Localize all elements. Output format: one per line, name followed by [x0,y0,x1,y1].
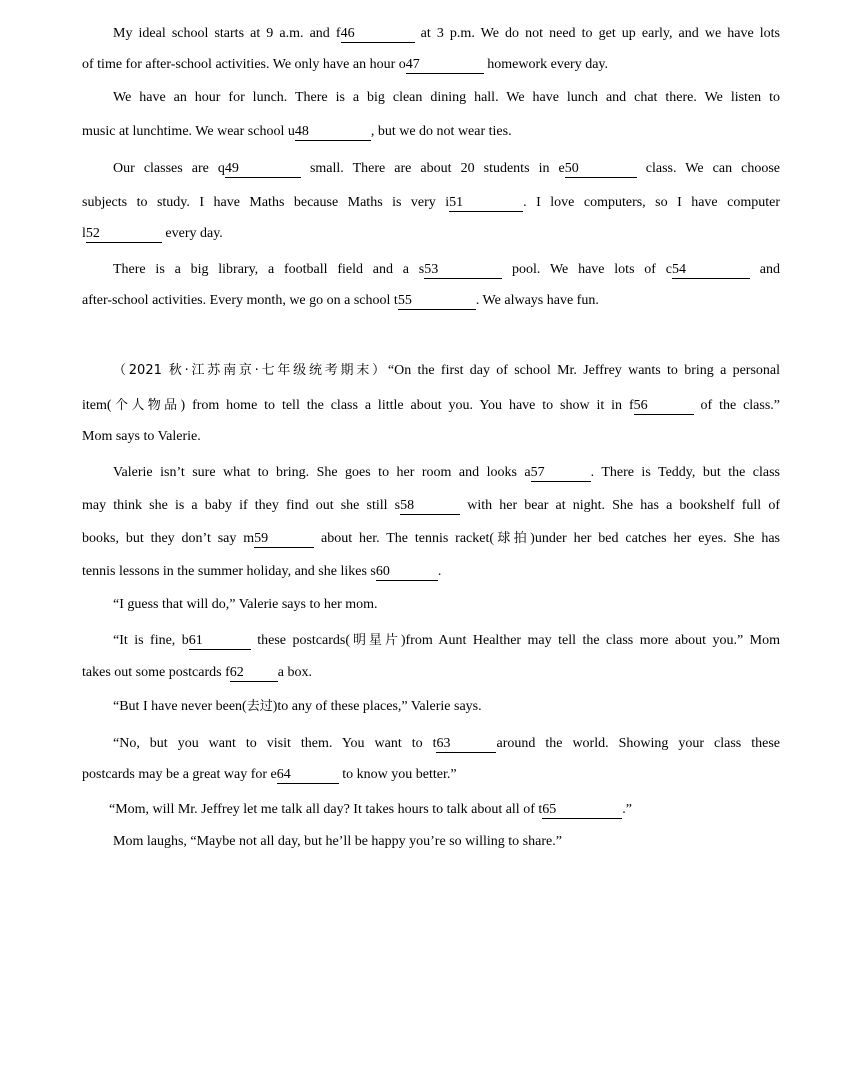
passage2-para3-line1: “I guess that will do,” Valerie says to her mom. [113,597,378,612]
passage2-para2-line1: Valerie isn’t sure what to bring. She goes to her room and looks a57 . There is Teddy, but the class [113,465,780,480]
blank-48[interactable]: 48 [295,123,371,141]
passage2-para2-line3: books, but they don’t say m59 about her. The tennis racket(球拍)under her bed catches her eyes. She has [82,531,780,546]
blank-57[interactable]: 57 [531,464,591,482]
blank-55[interactable]: 55 [398,292,476,310]
passage2-intro-line1: （2021 秋·江苏南京·七年级统考期末）“On the first day of school Mr. Jeffrey wants to bring a personal [113,363,781,378]
blank-60[interactable]: 60 [376,563,438,581]
passage2-para4-line2: takes out some postcards f62 a box. [82,665,312,680]
passage1-para2-line2: music at lunchtime. We wear school u48 , but we do not wear ties. [82,124,512,139]
passage1-para1-line2: of time for after-school activities. We only have an hour o47 homework every day. [82,57,609,72]
passage2-para8-line1: Mom laughs, “Maybe not all day, but he’ll be happy you’re so willing to share.” [113,834,562,849]
blank-50[interactable]: 50 [565,160,637,178]
blank-46[interactable]: 46 [341,25,415,43]
passage1-para4-line1: There is a big library, a football field and a s53 pool. We have lots of c54 and [113,262,780,277]
source-note: （2021 秋·江苏南京·七年级统考期末） [113,363,388,378]
blank-58[interactable]: 58 [400,497,460,515]
blank-59[interactable]: 59 [254,530,314,548]
blank-49[interactable]: 49 [225,160,301,178]
passage1-para1-line1: My ideal school starts at 9 a.m. and f46 at 3 p.m. We do not need to get up early, and we have lots [113,26,781,41]
blank-56[interactable]: 56 [634,397,694,415]
passage2-para2-line2: may think she is a baby if they find out she still s58 with her bear at night. She has a bookshelf full of [82,498,780,513]
passage1-para2-line1: We have an hour for lunch. There is a big clean dining hall. We have lunch and chat there. We listen to [113,90,780,105]
passage1-para4-line2: after-school activities. Every month, we go on a school t55 . We always have fun. [82,293,599,308]
blank-51[interactable]: 51 [449,194,523,212]
blank-64[interactable]: 64 [277,766,339,784]
blank-47[interactable]: 47 [406,56,484,74]
blank-52[interactable]: 52 [86,225,162,243]
blank-65[interactable]: 65 [542,801,622,819]
passage2-intro-line3: Mom says to Valerie. [82,429,201,444]
passage2-para7-line1: “Mom, will Mr. Jeffrey let me talk all day? It takes hours to talk about all of t65 .” [109,802,632,817]
passage1-para3-line3: l52 every day. [82,226,223,241]
blank-54[interactable]: 54 [672,261,750,279]
blank-53[interactable]: 53 [424,261,502,279]
blank-62[interactable]: 62 [230,664,278,682]
passage2-para6-line2: postcards may be a great way for e64 to know you better.” [82,767,457,782]
passage2-para2-line4: tennis lessons in the summer holiday, and she likes s60 . [82,564,442,579]
passage2-para4-line1: “It is fine, b61 these postcards(明星片)from Aunt Healther may tell the class more about you.” Mom [113,633,780,648]
blank-61[interactable]: 61 [189,632,251,650]
passage2-para6-line1: “No, but you want to visit them. You want to t63 around the world. Showing your class these [113,736,780,751]
blank-63[interactable]: 63 [436,735,496,753]
passage1-para3-line1: Our classes are q49 small. There are about 20 students in e50 class. We can choose [113,161,781,176]
passage2-para5-line1: “But I have never been(去过)to any of these places,” Valerie says. [113,699,482,714]
passage2-intro-line2: item(个人物品) from home to tell the class a little about you. You have to show it in f56 of the class.” [82,398,780,413]
passage1-para3-line2: subjects to study. I have Maths because Maths is very i51 . I love computers, so I have computer [82,195,780,210]
